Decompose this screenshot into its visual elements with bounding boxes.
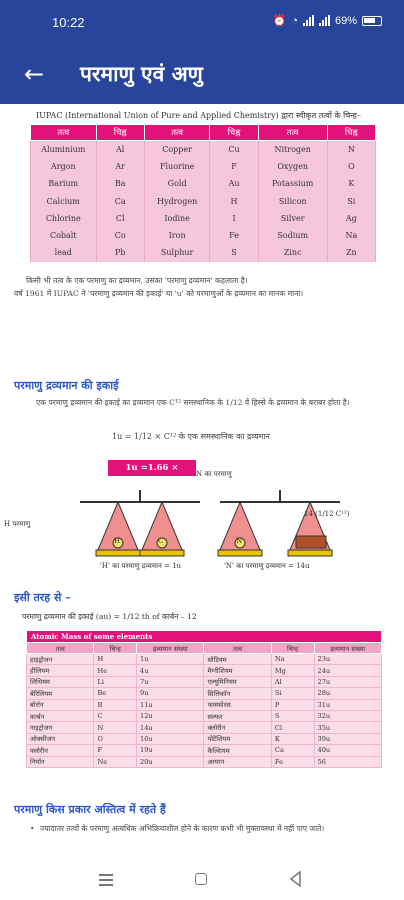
table-cell: P	[271, 699, 314, 710]
table-cell: 16u	[137, 733, 204, 744]
column-header: तत्व	[31, 125, 97, 141]
table-cell: सिलिकॉन	[204, 688, 271, 699]
table-cell: Co	[96, 227, 144, 244]
table-cell: Ba	[96, 175, 144, 192]
page-title: परमाणु एवं अणु	[80, 62, 203, 86]
heading-amu: परमाणु द्रव्यमान की इकाई	[14, 379, 119, 392]
bullet-point: • ज्यादातर तत्वों के परमाणु अत्यधिक अभिक्रियाशील होने के कारण कभी भी मुक्तावस्था में नहीं पाए जाते।	[40, 822, 392, 836]
table-cell: 1u	[137, 654, 204, 665]
table-row	[31, 158, 376, 175]
table-cell: H	[210, 192, 258, 209]
table-cell: Zinc	[258, 244, 327, 261]
table-row	[31, 210, 376, 227]
symbols-table-caption: IUPAC (International Union of Pure and Applied Chemistry) द्वारा स्वीकृत तत्वों के चिन्ह–	[36, 111, 361, 120]
table-cell: Li	[94, 676, 137, 687]
table-cell: S	[210, 244, 258, 261]
balance-scales-illustration	[60, 480, 360, 568]
home-icon[interactable]	[188, 866, 214, 892]
alarm-icon: ⏰	[272, 15, 287, 27]
column-header: चिह्न	[210, 125, 258, 141]
table-row	[31, 227, 376, 244]
table-cell: 24u	[314, 665, 382, 676]
table-cell: Nitrogen	[258, 141, 327, 158]
table-row	[31, 141, 376, 158]
table-cell: हीलियम	[27, 665, 94, 676]
table-cell: Argon	[31, 158, 97, 175]
table-cell: 40u	[314, 745, 382, 756]
table-cell: 14u	[137, 722, 204, 733]
table-cell: पोटैशियम	[204, 733, 271, 744]
table-cell: 27u	[314, 676, 382, 687]
back-triangle-icon[interactable]	[283, 866, 309, 892]
table-cell: 7u	[137, 676, 204, 687]
table-row	[27, 733, 382, 744]
table-cell: हाइड्रोजन	[27, 654, 94, 665]
table-cell: Ca	[96, 192, 144, 209]
caption-n-mass: 'N' का परमाणु द्रव्यमान = 14u	[224, 562, 310, 570]
table-cell: Na	[327, 227, 375, 244]
column-header: चिन्ह	[271, 643, 314, 654]
table-cell: H	[94, 654, 137, 665]
table-cell: 31u	[314, 699, 382, 710]
table-cell: Fe	[210, 227, 258, 244]
table-cell: B	[94, 699, 137, 710]
table-cell: Cobalt	[31, 227, 97, 244]
table-cell: 19u	[137, 745, 204, 756]
table-cell: Mg	[271, 665, 314, 676]
paragraph-3: एक परमाणु द्रव्यमान की इकाई का द्रव्यमान एक C¹² समस्थानिक के 1/12 वें हिस्से के द्रव्यमान के बराबर होता है।	[36, 398, 350, 407]
table-cell: 12u	[137, 710, 204, 721]
table-cell: Iron	[144, 227, 210, 244]
heading-existence: परमाणु किस प्रकार अस्तित्व में रहते हैं	[14, 803, 166, 816]
table-cell: Chlorine	[31, 210, 97, 227]
table-body	[27, 654, 382, 768]
table-row	[27, 756, 382, 767]
paragraph-1: किसी भी तत्व के एक परमाणु का द्रव्यमान, उसका 'परमाणु द्रव्यमान' कहलाता है।	[26, 276, 248, 285]
table-cell: Al	[96, 141, 144, 158]
column-header: द्रव्यमान संख्या	[314, 643, 382, 654]
signal-icon	[303, 15, 314, 26]
table-cell: Sodium	[258, 227, 327, 244]
table-row	[27, 654, 382, 665]
fraction-label: 14 (1/12 C¹²)	[304, 510, 350, 518]
content-area[interactable]	[0, 104, 404, 858]
table-cell: सोडियम	[204, 654, 271, 665]
table-cell: नाइट्रोजन	[27, 722, 94, 733]
menu-icon[interactable]	[93, 866, 119, 892]
table-row	[27, 665, 382, 676]
table-cell: N	[327, 141, 375, 158]
table-cell: Potassium	[258, 175, 327, 192]
table-cell: Si	[271, 688, 314, 699]
table-cell: 56	[314, 756, 382, 767]
pan-c-label: C	[158, 537, 164, 545]
status-time: 10:22	[52, 15, 85, 30]
amu-definition: परमाणु द्रव्यमान की इकाई (au) = 1/12 th of कार्बन – 12	[22, 612, 197, 621]
table-cell: Gold	[144, 175, 210, 192]
table-row	[31, 175, 376, 192]
table-cell: Copper	[144, 141, 210, 158]
table-cell: Ne	[94, 756, 137, 767]
n-atom-label: N का परमाणु	[196, 470, 232, 478]
table-cell: 35u	[314, 722, 382, 733]
table-cell: Iodine	[144, 210, 210, 227]
table-cell: Sulphur	[144, 244, 210, 261]
table-header-row	[27, 643, 382, 654]
table-cell: बोरॉन	[27, 699, 94, 710]
table-cell: 9u	[137, 688, 204, 699]
table-cell: Cl	[271, 722, 314, 733]
table-cell: सल्फर	[204, 710, 271, 721]
value-badge: 1u =1.66 × 10⁻²⁷Kg	[108, 460, 196, 476]
paragraph-2: वर्ष 1961 में IUPAC ने 'परमाणु द्रव्यमान की इकाई' या 'u' को परमाणुओं के द्रव्यमान का मानक माना।	[14, 289, 304, 298]
table-cell: Al	[271, 676, 314, 687]
table-cell: I	[210, 210, 258, 227]
table-cell: Calcium	[31, 192, 97, 209]
table-cell: आयरन	[204, 756, 271, 767]
column-header: तत्व	[27, 643, 94, 654]
table-cell: एल्युमिनियम	[204, 676, 271, 687]
table-cell: Pb	[96, 244, 144, 261]
column-header: चिह्न	[327, 125, 375, 141]
table-cell: Ag	[327, 210, 375, 227]
h-atom-label: H परमाणु	[4, 520, 31, 528]
table-cell: बेरिलियम	[27, 688, 94, 699]
table-cell: लिथियम	[27, 676, 94, 687]
table-cell: F	[210, 158, 258, 175]
table-cell: Barium	[31, 175, 97, 192]
status-bar	[0, 0, 404, 44]
table-cell: O	[94, 733, 137, 744]
table-cell: कैल्शियम	[204, 745, 271, 756]
table-cell: Cu	[210, 141, 258, 158]
table-cell: S	[271, 710, 314, 721]
table-header-row	[31, 125, 376, 141]
atomic-mass-table-caption: Atomic Mass of some elements	[27, 631, 382, 643]
column-header: चिह्न	[96, 125, 144, 141]
table-cell: Aluminium	[31, 141, 97, 158]
table-cell: ऑक्सीजन	[27, 733, 94, 744]
table-cell: Oxygen	[258, 158, 327, 175]
table-cell: 28u	[314, 688, 382, 699]
pan-n-label: N	[236, 537, 243, 545]
table-cell: Fluorine	[144, 158, 210, 175]
paragraph-atomic-mass	[14, 274, 394, 300]
table-cell: 11u	[137, 699, 204, 710]
table-cell: Na	[271, 654, 314, 665]
table-cell: नियॉन	[27, 756, 94, 767]
table-cell: Fe	[271, 756, 314, 767]
pan-h-label: H	[114, 537, 121, 545]
system-nav-bar	[0, 858, 404, 900]
arrow-left-icon[interactable]: ←	[23, 60, 45, 88]
table-row	[27, 676, 382, 687]
table-row	[27, 745, 382, 756]
wifi-icon: ◔	[291, 14, 298, 27]
table-cell: 32u	[314, 710, 382, 721]
table-cell: lead	[31, 244, 97, 261]
table-cell: N	[94, 722, 137, 733]
table-cell: फास्फोरस	[204, 699, 271, 710]
table-cell: Au	[210, 175, 258, 192]
table-cell: K	[327, 175, 375, 192]
table-row	[31, 244, 376, 261]
table-row	[27, 699, 382, 710]
battery-icon	[362, 16, 382, 26]
table-cell: C	[94, 710, 137, 721]
table-body	[31, 141, 376, 262]
table-cell: Cl	[96, 210, 144, 227]
table-row	[31, 192, 376, 209]
table-row	[27, 710, 382, 721]
table-row	[27, 688, 382, 699]
formula-1u: 1u = 1/12 × C¹² के एक समस्थानिक का द्रव्यमान	[112, 432, 270, 441]
table-cell: 23u	[314, 654, 382, 665]
column-header: द्रव्यमान संख्या	[137, 643, 204, 654]
table-cell: Si	[327, 192, 375, 209]
symbols-table	[30, 124, 376, 262]
table-cell: 20u	[137, 756, 204, 767]
table-cell: He	[94, 665, 137, 676]
status-icons	[273, 14, 382, 27]
table-cell: Zn	[327, 244, 375, 261]
caption-h-mass: 'H' का परमाणु द्रव्यमान = 1u	[100, 562, 182, 570]
table-cell: 4u	[137, 665, 204, 676]
table-cell: Ar	[96, 158, 144, 175]
table-cell: Silicon	[258, 192, 327, 209]
table-cell: F	[94, 745, 137, 756]
column-header: चिन्ह	[94, 643, 137, 654]
table-cell: O	[327, 158, 375, 175]
table-cell: Be	[94, 688, 137, 699]
app-bar	[0, 44, 404, 104]
table-cell: Silver	[258, 210, 327, 227]
heading-similarly: इसी तरह से –	[14, 591, 71, 604]
table-cell: 39u	[314, 733, 382, 744]
table-cell: कार्बन	[27, 710, 94, 721]
table-cell: मैग्नीशियम	[204, 665, 271, 676]
column-header: तत्व	[204, 643, 271, 654]
battery-percent: 69%	[334, 14, 357, 27]
table-cell: K	[271, 733, 314, 744]
column-header: तत्व	[258, 125, 327, 141]
signal-icon-2	[319, 15, 330, 26]
table-row	[27, 722, 382, 733]
table-cell: क्लोरीन	[204, 722, 271, 733]
table-cell: Ca	[271, 745, 314, 756]
table-cell: फ्लोरीन	[27, 745, 94, 756]
table-cell: Hydrogen	[144, 192, 210, 209]
column-header: तत्व	[144, 125, 210, 141]
atomic-mass-table	[26, 630, 382, 768]
